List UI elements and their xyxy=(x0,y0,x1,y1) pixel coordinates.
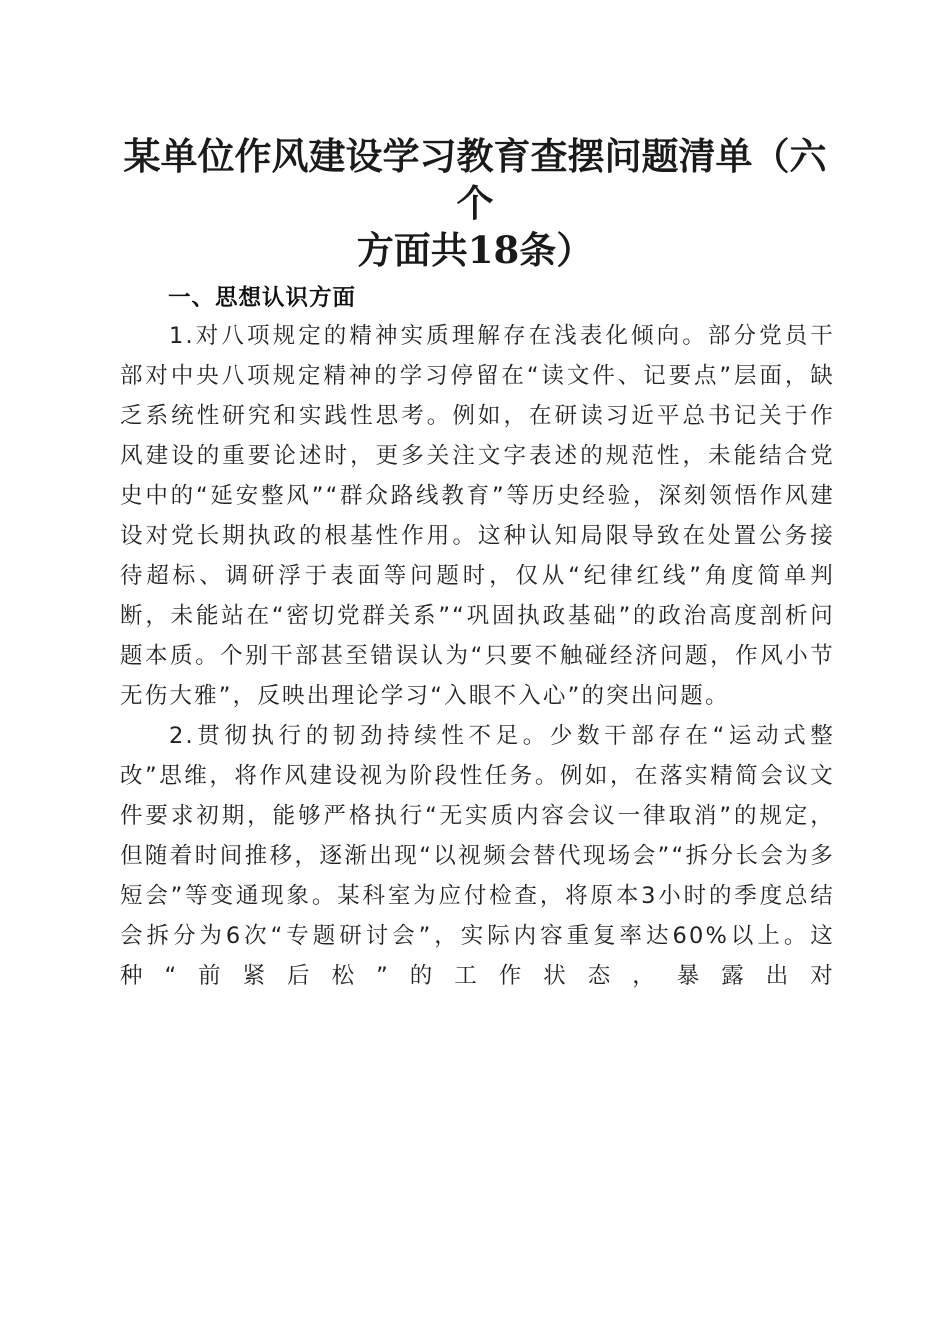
paragraph-1: 1.对八项规定的精神实质理解存在浅表化倾向。部分党员干部对中央八项规定精神的学习停留在“读文件、记要点”层面，缺乏系统性研究和实践性思考。例如，在研读习近平总书记关于作风建设的重要论述时，更多关注文字表述的规范性，未能结合党史中的“延安整风”“群众路线教育”等历史经验，深刻领悟作风建设对党长期执政的根基性作用。这种认知局限导致在处置公务接待超标、调研浮于表面等问题时，仅从“纪律红线”角度简单判断，未能站在“密切党群关系”“巩固执政基础”的政治高度剖析问题本质。个别干部甚至错误认为“只要不触碰经济问题，作风小节无伤大雅”，反映出理论学习“入眼不入心”的突出问题。 xyxy=(120,323,835,709)
section-heading: 一、思想认识方面 xyxy=(168,285,357,311)
document-body xyxy=(120,280,835,996)
document-title: 某单位作风建设学习教育查摆问题清单（六个 方面共18条） xyxy=(123,134,827,272)
paragraph-2: 2.贯彻执行的韧劲持续性不足。少数干部存在“运动式整改”思维，将作风建设视为阶段性任务。例如，在落实精简会议文件要求初期，能够严格执行“无实质内容会议一律取消”的规定，但随着时间推移，逐渐出现“以视频会替代现场会”“拆分长会为多短会”等变通现象。某科室为应付检查，将原本3小时的季度总结会拆分为6次“专题研讨会”，实际内容重复率达60%以上。这种“前紧后松”的工作状态，暴露出对 xyxy=(120,723,835,989)
